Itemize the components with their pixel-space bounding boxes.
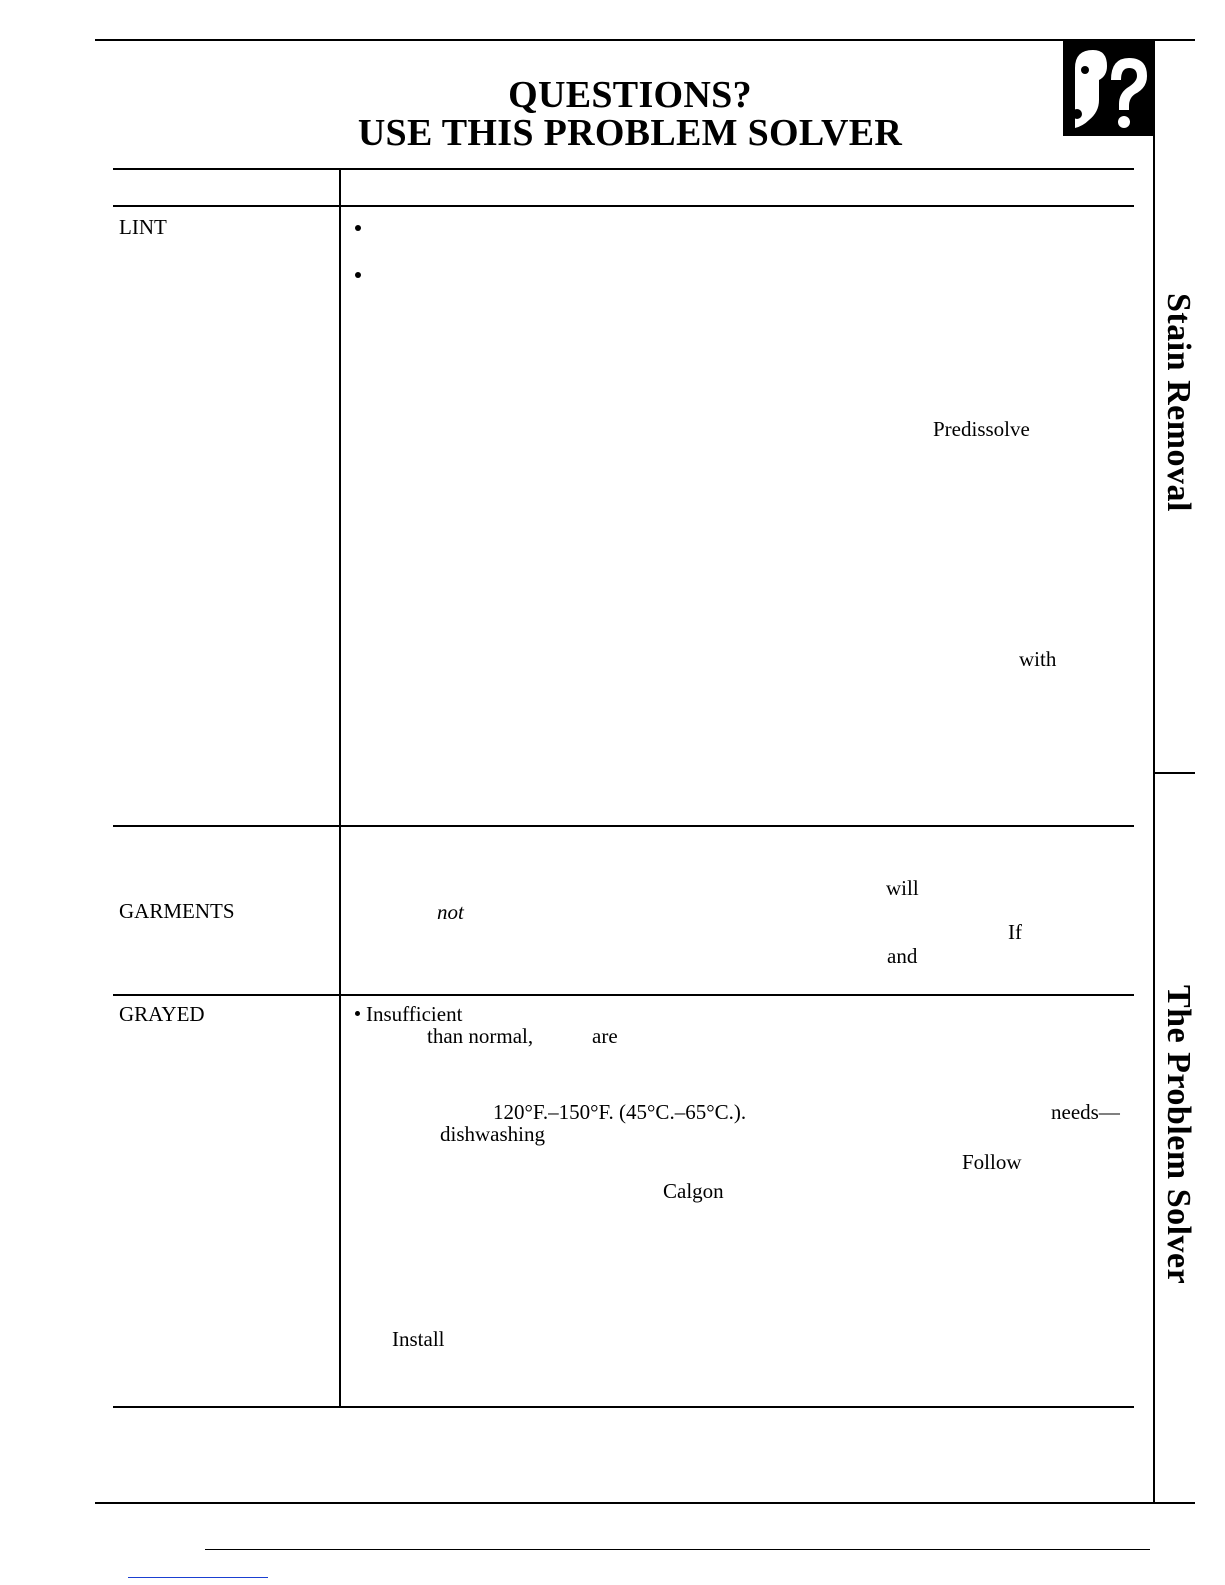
row-label-lint: LINT xyxy=(119,215,167,239)
page-title-line2: USE THIS PROBLEM SOLVER xyxy=(357,112,903,154)
garments-row-bottom-rule xyxy=(113,994,1134,996)
side-tab-separator xyxy=(1153,772,1195,774)
grayed-fragment-insufficient: Insufficient xyxy=(366,1002,463,1026)
garments-fragment-and: and xyxy=(887,944,918,968)
side-tab-divider xyxy=(1153,40,1155,1502)
footer-rule xyxy=(205,1549,1150,1550)
table-column-divider xyxy=(339,169,341,1407)
grayed-fragment-follow: Follow xyxy=(962,1150,1022,1174)
side-tab-problem-solver[interactable]: The Problem Solver xyxy=(1160,985,1197,1285)
grayed-fragment-dishwashing: dishwashing xyxy=(440,1122,545,1146)
row-label-grayed: GRAYED xyxy=(119,1002,205,1026)
bullet xyxy=(355,272,361,278)
table-bottom-rule xyxy=(113,1406,1134,1408)
grayed-fragment-temperature: 120°F.–150°F. (45°C.–65°C.). xyxy=(493,1100,747,1124)
top-rule xyxy=(95,39,1195,41)
table-header-rule xyxy=(113,205,1134,207)
garments-fragment-not: not xyxy=(437,900,464,924)
page-title-line1: QUESTIONS? xyxy=(508,74,752,116)
grayed-fragment-are: are xyxy=(592,1024,618,1048)
lint-fragment-predissolve: Predissolve xyxy=(933,417,1030,441)
lint-row-bottom-rule xyxy=(113,825,1134,827)
garments-fragment-if: If xyxy=(1008,920,1022,944)
grayed-fragment-than-normal: than normal, xyxy=(427,1024,534,1048)
bullet xyxy=(355,225,361,231)
grayed-fragment-calgon: Calgon xyxy=(663,1179,724,1203)
table-top-rule xyxy=(113,168,1134,170)
row-label-garments: GARMENTS xyxy=(119,899,235,923)
grayed-fragment-needs: needs— xyxy=(1051,1100,1120,1124)
bottom-rule xyxy=(95,1502,1195,1504)
side-tab-stain-removal[interactable]: Stain Removal xyxy=(1160,293,1197,512)
question-mark-icon xyxy=(1063,40,1155,136)
footer-link-underline[interactable] xyxy=(128,1577,268,1578)
bullet xyxy=(355,1011,360,1016)
grayed-fragment-install: Install xyxy=(392,1327,445,1351)
garments-fragment-will: will xyxy=(886,876,919,900)
lint-fragment-with: with xyxy=(1019,647,1057,671)
